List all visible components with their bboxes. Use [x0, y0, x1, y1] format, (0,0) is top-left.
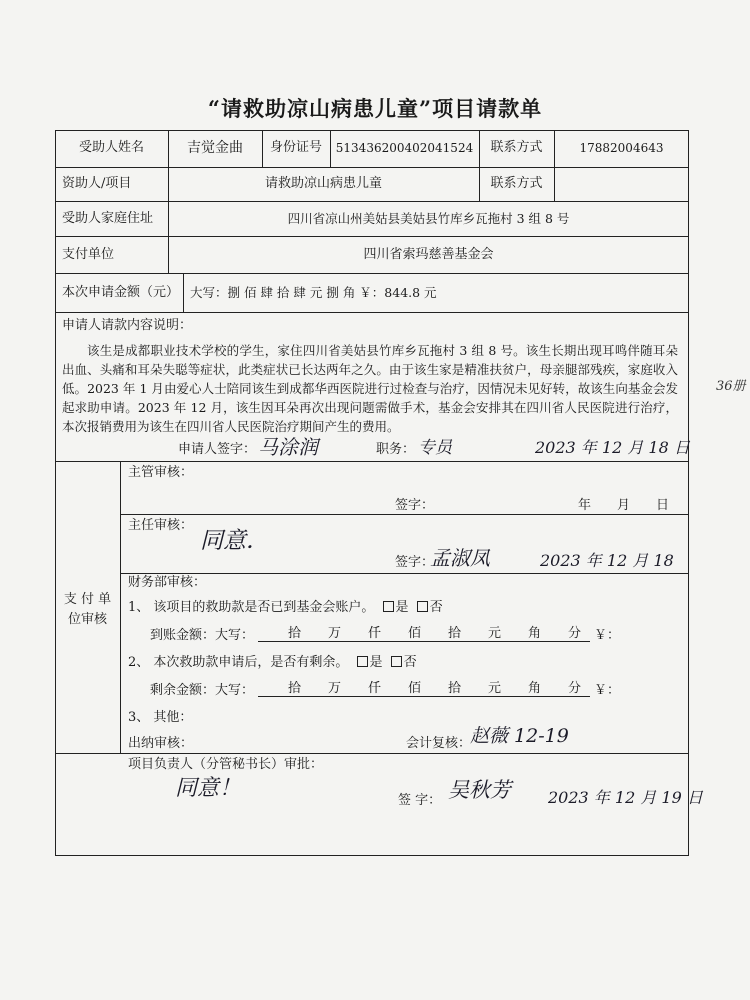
project-name: 请救助凉山病患儿童 [264, 176, 382, 191]
accountant-signature: 赵薇 12-19 [470, 725, 569, 747]
request-heading: 申请人请款内容说明： [62, 318, 193, 333]
yes-checkbox-2[interactable] [357, 656, 368, 667]
address-label: 受助人家庭住址 [62, 211, 154, 226]
id-number: 513436200402041524 [335, 141, 474, 155]
received-amount-label: 到账金额：大写： [150, 628, 255, 643]
cashier-review-label: 出纳审核： [128, 736, 194, 751]
director-signature: 孟淑凤 [430, 546, 490, 570]
leader-signature-label: 签 字： [398, 793, 442, 808]
unit-yuan-1: 元 [488, 626, 502, 641]
unit-jiao-2: 角 [528, 681, 542, 696]
audit-side-label: 支 付 单 位审核 [63, 592, 112, 627]
applicant-signature: 马涂润 [258, 435, 318, 459]
unit-wan-2: 万 [328, 681, 342, 696]
leader-comment: 同意！ [175, 776, 242, 801]
applicant-post: 专员 [418, 438, 452, 458]
margin-note: 36册 [716, 379, 746, 394]
supervisor-review-label: 主管审核： [128, 465, 194, 480]
leader-date: 2023 年 12 月 19 日 [548, 788, 703, 807]
unit-qian-2: 仟 [368, 681, 382, 696]
supervisor-date: 年 月 日 [578, 498, 670, 513]
director-comment: 同意． [200, 528, 269, 554]
accountant-review-label: 会计复核： [406, 736, 472, 751]
payer-label: 支付单位 [62, 247, 115, 262]
unit-wan-1: 万 [328, 626, 342, 641]
remaining-yen: ￥： [594, 683, 621, 698]
contact-phone: 17882004643 [579, 141, 664, 155]
unit-fen-2: 分 [568, 681, 582, 696]
unit-shi-2: 拾 [288, 681, 302, 696]
recipient-name: 吉觉金曲 [187, 140, 243, 156]
no-label-2: 否 [403, 655, 417, 670]
unit-shi-1: 拾 [288, 626, 302, 641]
unit-qian-1: 仟 [368, 626, 382, 641]
unit-bai-1: 佰 [408, 626, 422, 641]
director-date: 2023 年 12 月 18 [540, 551, 674, 570]
finance-question-2-text: 2、 本次救助款申请后，是否有剩余。 [128, 655, 349, 670]
unit-fen-1: 分 [568, 626, 582, 641]
yes-label-2: 是 [369, 655, 383, 670]
contact-label: 联系方式 [490, 140, 543, 155]
form-title: “请救助凉山病患儿童”项目请款单 [207, 96, 543, 121]
director-signature-label: 签字： [395, 555, 435, 570]
id-number-label: 身份证号 [269, 140, 322, 155]
sponsor-contact-label: 联系方式 [490, 176, 543, 191]
remaining-amount-label: 剩余金额：大写： [150, 683, 255, 698]
unit-shi-2b: 拾 [448, 681, 462, 696]
applicant-post-label: 职务： [376, 442, 416, 457]
no-label-1: 否 [429, 600, 443, 615]
unit-shi-1b: 拾 [448, 626, 462, 641]
received-yen: ￥： [594, 628, 621, 643]
applicant-signature-label: 申请人签字： [178, 442, 257, 457]
unit-yuan-2: 元 [488, 681, 502, 696]
finance-question-1 [128, 600, 443, 616]
leader-signature: 吴秋芳 [448, 778, 511, 802]
yes-checkbox-1[interactable] [383, 601, 394, 612]
yes-label-1: 是 [395, 600, 409, 615]
home-address: 四川省凉山州美姑县美姑县竹库乡瓦拖村 3 组 8 号 [287, 211, 570, 226]
request-description: 该生是成都职业技术学校的学生，家住四川省美姑县竹库乡瓦拖村 3 组 8 号。该生长期出现耳鸣伴随耳朵出血、头痛和耳朵失聪等症状，此类症状已长达两年之久。由于该生家是精准扶贫户，母亲腿部残疾，家庭收入低。2023 年 1 月由爱心人士陪同该生到成都华西医院进行过检查与治疗，因情况未见好转，故该生向基金会发起求助申请。2023 年 12 月，该生因耳朵再次出现问题需做手术，基金会安排其在四川省人民医院进行治疗，本次报销费用为该生在四川省人民医院治疗期间产生的费用。 [62, 343, 678, 434]
recipient-name-label: 受助人姓名 [78, 140, 144, 155]
no-checkbox-2[interactable] [391, 656, 402, 667]
finance-question-2 [128, 655, 417, 671]
leader-approval-label: 项目负责人（分管秘书长）审批： [128, 757, 324, 772]
supervisor-signature-label: 签字： [395, 498, 435, 513]
sponsor-project-label: 资助人/项目 [62, 176, 132, 191]
applicant-date: 2023 年 12 月 18 日 [535, 438, 690, 457]
finance-question-3: 3、 其他： [128, 710, 193, 725]
director-review-label: 主任审核： [128, 518, 194, 533]
no-checkbox-1[interactable] [417, 601, 428, 612]
amount-value: 大写：捌 佰 肆 拾 肆 元 捌 角 ￥：844.8 元 [190, 285, 437, 300]
unit-jiao-1: 角 [528, 626, 542, 641]
amount-label: 本次申请金额（元） [62, 285, 180, 300]
unit-bai-2: 佰 [408, 681, 422, 696]
payer-name: 四川省索玛慈善基金会 [363, 247, 494, 262]
finance-question-1-text: 1、 该项目的救助款是否已到基金会账户。 [128, 600, 375, 615]
finance-review-label: 财务部审核： [128, 575, 207, 590]
